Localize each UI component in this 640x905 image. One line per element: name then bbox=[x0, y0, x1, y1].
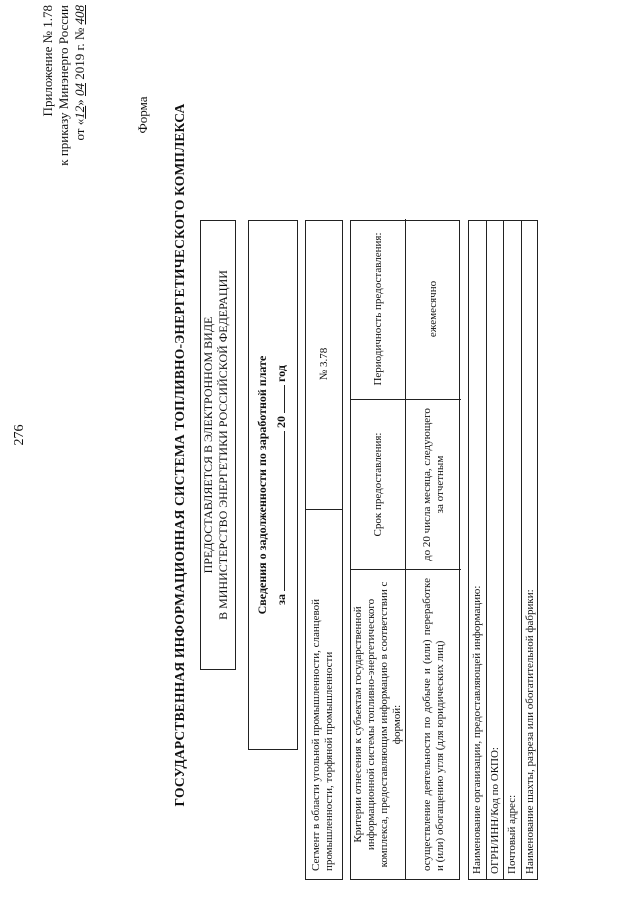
order-number: 408 bbox=[72, 5, 87, 25]
report-title-box bbox=[248, 220, 298, 750]
report-period: за 20 год bbox=[274, 365, 288, 605]
form-label: Форма bbox=[135, 96, 150, 134]
term-header: Срок предоставления: bbox=[351, 399, 406, 569]
periodicity-header: Периодичность предоставления: bbox=[351, 219, 406, 399]
organization-table bbox=[468, 220, 538, 880]
segment-box bbox=[305, 220, 343, 880]
submission-line-1: ПРЕДОСТАВЛЯЕТСЯ В ЭЛЕКТРОННОМ ВИДЕ bbox=[201, 316, 215, 574]
submission-line-2: В МИНИСТЕРСТВО ЭНЕРГЕТИКИ РОССИЙСКОЙ ФЕДЕРАЦИИ bbox=[216, 270, 230, 620]
org-mine-row: Наименование шахты, разреза или обогатительной фабрики: bbox=[523, 589, 536, 874]
appendix-order-date: от «12» 04 2019 г. № 408 bbox=[72, 5, 87, 141]
appendix-order-ref: к приказу Минэнерго России bbox=[56, 5, 71, 166]
org-name-row: Наименование организации, предоставляющей информацию: bbox=[469, 221, 487, 879]
page-number: 276 bbox=[12, 424, 27, 446]
report-title: Сведения о задолженности по заработной плате bbox=[255, 355, 269, 615]
criteria-header: Критерии отнесения к субъектам государственной информационной системы топливно-энергетического комплекса, предоставляющим информацию в соответствии с формой: bbox=[351, 569, 406, 879]
form-code: № 3.78 bbox=[318, 347, 330, 381]
periodicity-value: ежемесячно bbox=[427, 280, 439, 338]
org-address-row: Почтовый адрес: bbox=[504, 221, 522, 879]
order-day: 12 bbox=[72, 105, 87, 119]
org-ids-row: ОГРН/ИНН/Код по ОКПО: bbox=[487, 221, 505, 879]
order-month: 04 bbox=[72, 83, 87, 97]
appendix-block bbox=[40, 5, 88, 205]
criteria-table bbox=[350, 220, 460, 880]
gis-title: ГОСУДАРСТВЕННАЯ ИНФОРМАЦИОННАЯ СИСТЕМА ТОПЛИВНО-ЭНЕРГЕТИЧЕСКОГО КОМПЛЕКСА bbox=[172, 103, 187, 807]
segment-label: Сегмент в области угольной промышленности, сланцевой промышленности, торфяной промышленности bbox=[306, 509, 342, 879]
criteria-value: осуществление деятельности по добыче и (или) переработке и (или) обогащению угля (для юридических лиц) bbox=[406, 569, 461, 879]
term-value: до 20 числа месяца, следующего за отчетным bbox=[406, 399, 461, 569]
submission-box bbox=[200, 220, 236, 670]
appendix-title: Приложение № 1.78 bbox=[40, 5, 55, 117]
